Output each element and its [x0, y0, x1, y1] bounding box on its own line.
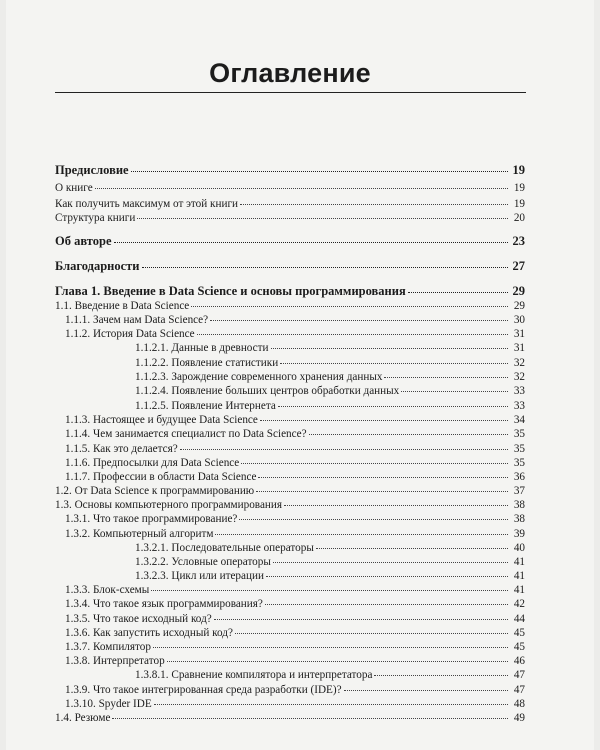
toc-entry-page-number: 27: [512, 259, 525, 273]
dot-leader: [131, 163, 508, 172]
toc-entry-title: 1.3.6. Как запустить исходный код?: [65, 627, 233, 639]
toc-entry-page-number: 19: [513, 198, 525, 210]
toc-entry-title: 1.3.4. Что такое язык программирования?: [65, 598, 263, 610]
toc-entry-page-number: 31: [513, 328, 525, 340]
toc-entry-page-number: 41: [513, 584, 525, 596]
toc-entry-title: 1.3.2.1. Последовательные операторы: [135, 542, 314, 554]
toc-entry-page-number: 49: [513, 712, 525, 724]
toc-entry-title: 1.3.8. Интерпретатор: [65, 655, 165, 667]
toc-entry-page-number: 33: [513, 385, 525, 397]
toc-entry-page-number: 42: [513, 598, 525, 610]
toc-entry: [135, 342, 525, 355]
dot-leader: [112, 710, 508, 719]
toc-entry-title: 1.3.1. Что такое программирование?: [65, 513, 238, 525]
dot-leader: [271, 340, 508, 349]
toc-entry-title: 1.3.2.3. Цикл или итерации: [135, 570, 264, 582]
dot-leader: [280, 355, 508, 364]
toc-entry-page-number: 35: [513, 443, 525, 455]
toc-entry: [65, 428, 525, 441]
toc-entry-page-number: 23: [512, 234, 525, 248]
toc-entry-title: 1.3.9. Что такое интегрированная среда разработки (IDE)?: [65, 684, 342, 696]
dot-leader: [258, 469, 508, 478]
toc-entry-title: 1.3.8.1. Сравнение компилятора и интерпретатора: [135, 669, 373, 681]
toc-entry-page-number: 38: [513, 513, 525, 525]
dot-leader: [256, 483, 508, 492]
toc-entry-title: 1.1.2.5. Появление Интернета: [135, 400, 276, 412]
toc-entry-page-number: 40: [513, 542, 525, 554]
toc-entry-title: 1.1.7. Профессии в области Data Science: [65, 471, 257, 483]
toc-entry-page-number: 19: [512, 163, 525, 177]
toc-entry-page-number: 33: [513, 400, 525, 412]
toc-entry-page-number: 32: [513, 371, 525, 383]
toc-entry-title: Структура книги: [55, 212, 136, 224]
toc-entry: [55, 212, 525, 225]
dot-leader: [215, 526, 508, 535]
dot-leader: [137, 210, 508, 219]
dot-leader: [151, 582, 508, 591]
dot-leader: [180, 441, 508, 450]
toc-entry: [55, 260, 525, 273]
dot-leader: [235, 625, 508, 634]
toc-entry-title: О книге: [55, 182, 93, 194]
toc-entry-title: Глава 1. Введение в Data Science и основы программирования: [55, 284, 406, 298]
toc-entry-title: 1.3.3. Блок-схемы: [65, 584, 150, 596]
dot-leader: [309, 426, 508, 435]
toc-entry-page-number: 46: [513, 655, 525, 667]
toc-entry-title: 1.2. От Data Science к программированию: [55, 485, 255, 497]
toc-entry-title: 1.3.2.2. Условные операторы: [135, 556, 271, 568]
dot-leader: [284, 497, 508, 506]
dot-leader: [167, 653, 508, 662]
dot-leader: [278, 398, 508, 407]
dot-leader: [114, 234, 508, 243]
toc-entry-page-number: 35: [513, 457, 525, 469]
toc-entry: [65, 598, 525, 611]
dot-leader: [316, 540, 508, 549]
toc-entry-title: Предисловие: [55, 163, 129, 177]
toc-entry: [55, 712, 525, 725]
dot-leader: [266, 568, 508, 577]
dot-leader: [241, 455, 508, 464]
dot-leader: [210, 312, 508, 321]
toc-entry-title: Как получить максимум от этой книги: [55, 198, 239, 210]
toc-entry-title: 1.1.6. Предпосылки для Data Science: [65, 457, 240, 469]
dot-leader: [214, 611, 508, 620]
toc-entry-page-number: 47: [513, 684, 525, 696]
toc-entry-title: 1.1.2.4. Появление больших центров обработки данных: [135, 385, 400, 397]
toc-entry-title: 1.3.10. Spyder IDE: [65, 698, 152, 710]
toc-entry-page-number: 34: [513, 414, 525, 426]
toc-entry-page-number: 47: [513, 669, 525, 681]
toc-entry: [135, 385, 525, 398]
toc-entry-title: 1.1.2. История Data Science: [65, 328, 195, 340]
dot-leader: [273, 554, 508, 563]
toc-entry-title: 1.4. Резюме: [55, 712, 111, 724]
toc-entry: [55, 182, 525, 195]
toc-entry-title: Об авторе: [55, 234, 112, 248]
toc-entry-page-number: 29: [512, 284, 525, 298]
toc-entry-page-number: 31: [513, 342, 525, 354]
toc-entry-page-number: 48: [513, 698, 525, 710]
dot-leader: [95, 180, 508, 189]
dot-leader: [154, 696, 508, 705]
toc-entry-page-number: 36: [513, 471, 525, 483]
toc-entry: [55, 285, 525, 298]
dot-leader: [240, 196, 508, 205]
toc-entry-title: 1.3.2. Компьютерный алгоритм: [65, 528, 214, 540]
dot-leader: [239, 511, 508, 520]
toc-entry-page-number: 45: [513, 641, 525, 653]
toc-entry-title: 1.3.5. Что такое исходный код?: [65, 613, 212, 625]
toc-entry-title: 1.1.4. Чем занимается специалист по Data Science?: [65, 428, 307, 440]
toc-entry: [55, 235, 525, 248]
toc-entry-title: 1.1.2.2. Появление статистики: [135, 357, 279, 369]
toc-entry-page-number: 41: [513, 556, 525, 568]
dot-leader: [401, 383, 508, 392]
dot-leader: [153, 639, 508, 648]
toc-entry: [135, 669, 525, 682]
dot-leader: [265, 596, 508, 605]
toc-entry-title: 1.3.7. Компилятор: [65, 641, 151, 653]
toc-entry-page-number: 20: [513, 212, 525, 224]
toc-entry-page-number: 37: [513, 485, 525, 497]
toc-entry-page-number: 29: [513, 300, 525, 312]
toc-entry-title: 1.1.1. Зачем нам Data Science?: [65, 314, 209, 326]
dot-leader: [374, 667, 508, 676]
toc-entry-title: 1.1.5. Как это делается?: [65, 443, 178, 455]
toc-entry-title: 1.1.2.1. Данные в древности: [135, 342, 269, 354]
toc-entry: [55, 164, 525, 177]
toc-entry-page-number: 44: [513, 613, 525, 625]
toc-entry-title: 1.3. Основы компьютерного программирования: [55, 499, 283, 511]
dot-leader: [408, 284, 508, 293]
page-title: Оглавление: [209, 58, 371, 88]
dot-leader: [344, 682, 508, 691]
toc-entry-page-number: 19: [513, 182, 525, 194]
toc-entry-title: 1.1.3. Настоящее и будущее Data Science: [65, 414, 258, 426]
toc-entry-page-number: 45: [513, 627, 525, 639]
toc-entry-page-number: 32: [513, 357, 525, 369]
dot-leader: [384, 369, 508, 378]
toc-entry: [65, 513, 525, 526]
dot-leader: [260, 412, 508, 421]
toc-entry-title: 1.1. Введение в Data Science: [55, 300, 190, 312]
toc-entry-page-number: 35: [513, 428, 525, 440]
dot-leader: [191, 298, 508, 307]
toc-entry-page-number: 41: [513, 570, 525, 582]
dot-leader: [197, 326, 508, 335]
toc-entry-page-number: 38: [513, 499, 525, 511]
toc-entry-page-number: 39: [513, 528, 525, 540]
toc-entry-title: 1.1.2.3. Зарождение современного хранения данных: [135, 371, 383, 383]
toc-entry-title: Благодарности: [55, 259, 140, 273]
toc-entry-page-number: 30: [513, 314, 525, 326]
dot-leader: [142, 259, 509, 268]
